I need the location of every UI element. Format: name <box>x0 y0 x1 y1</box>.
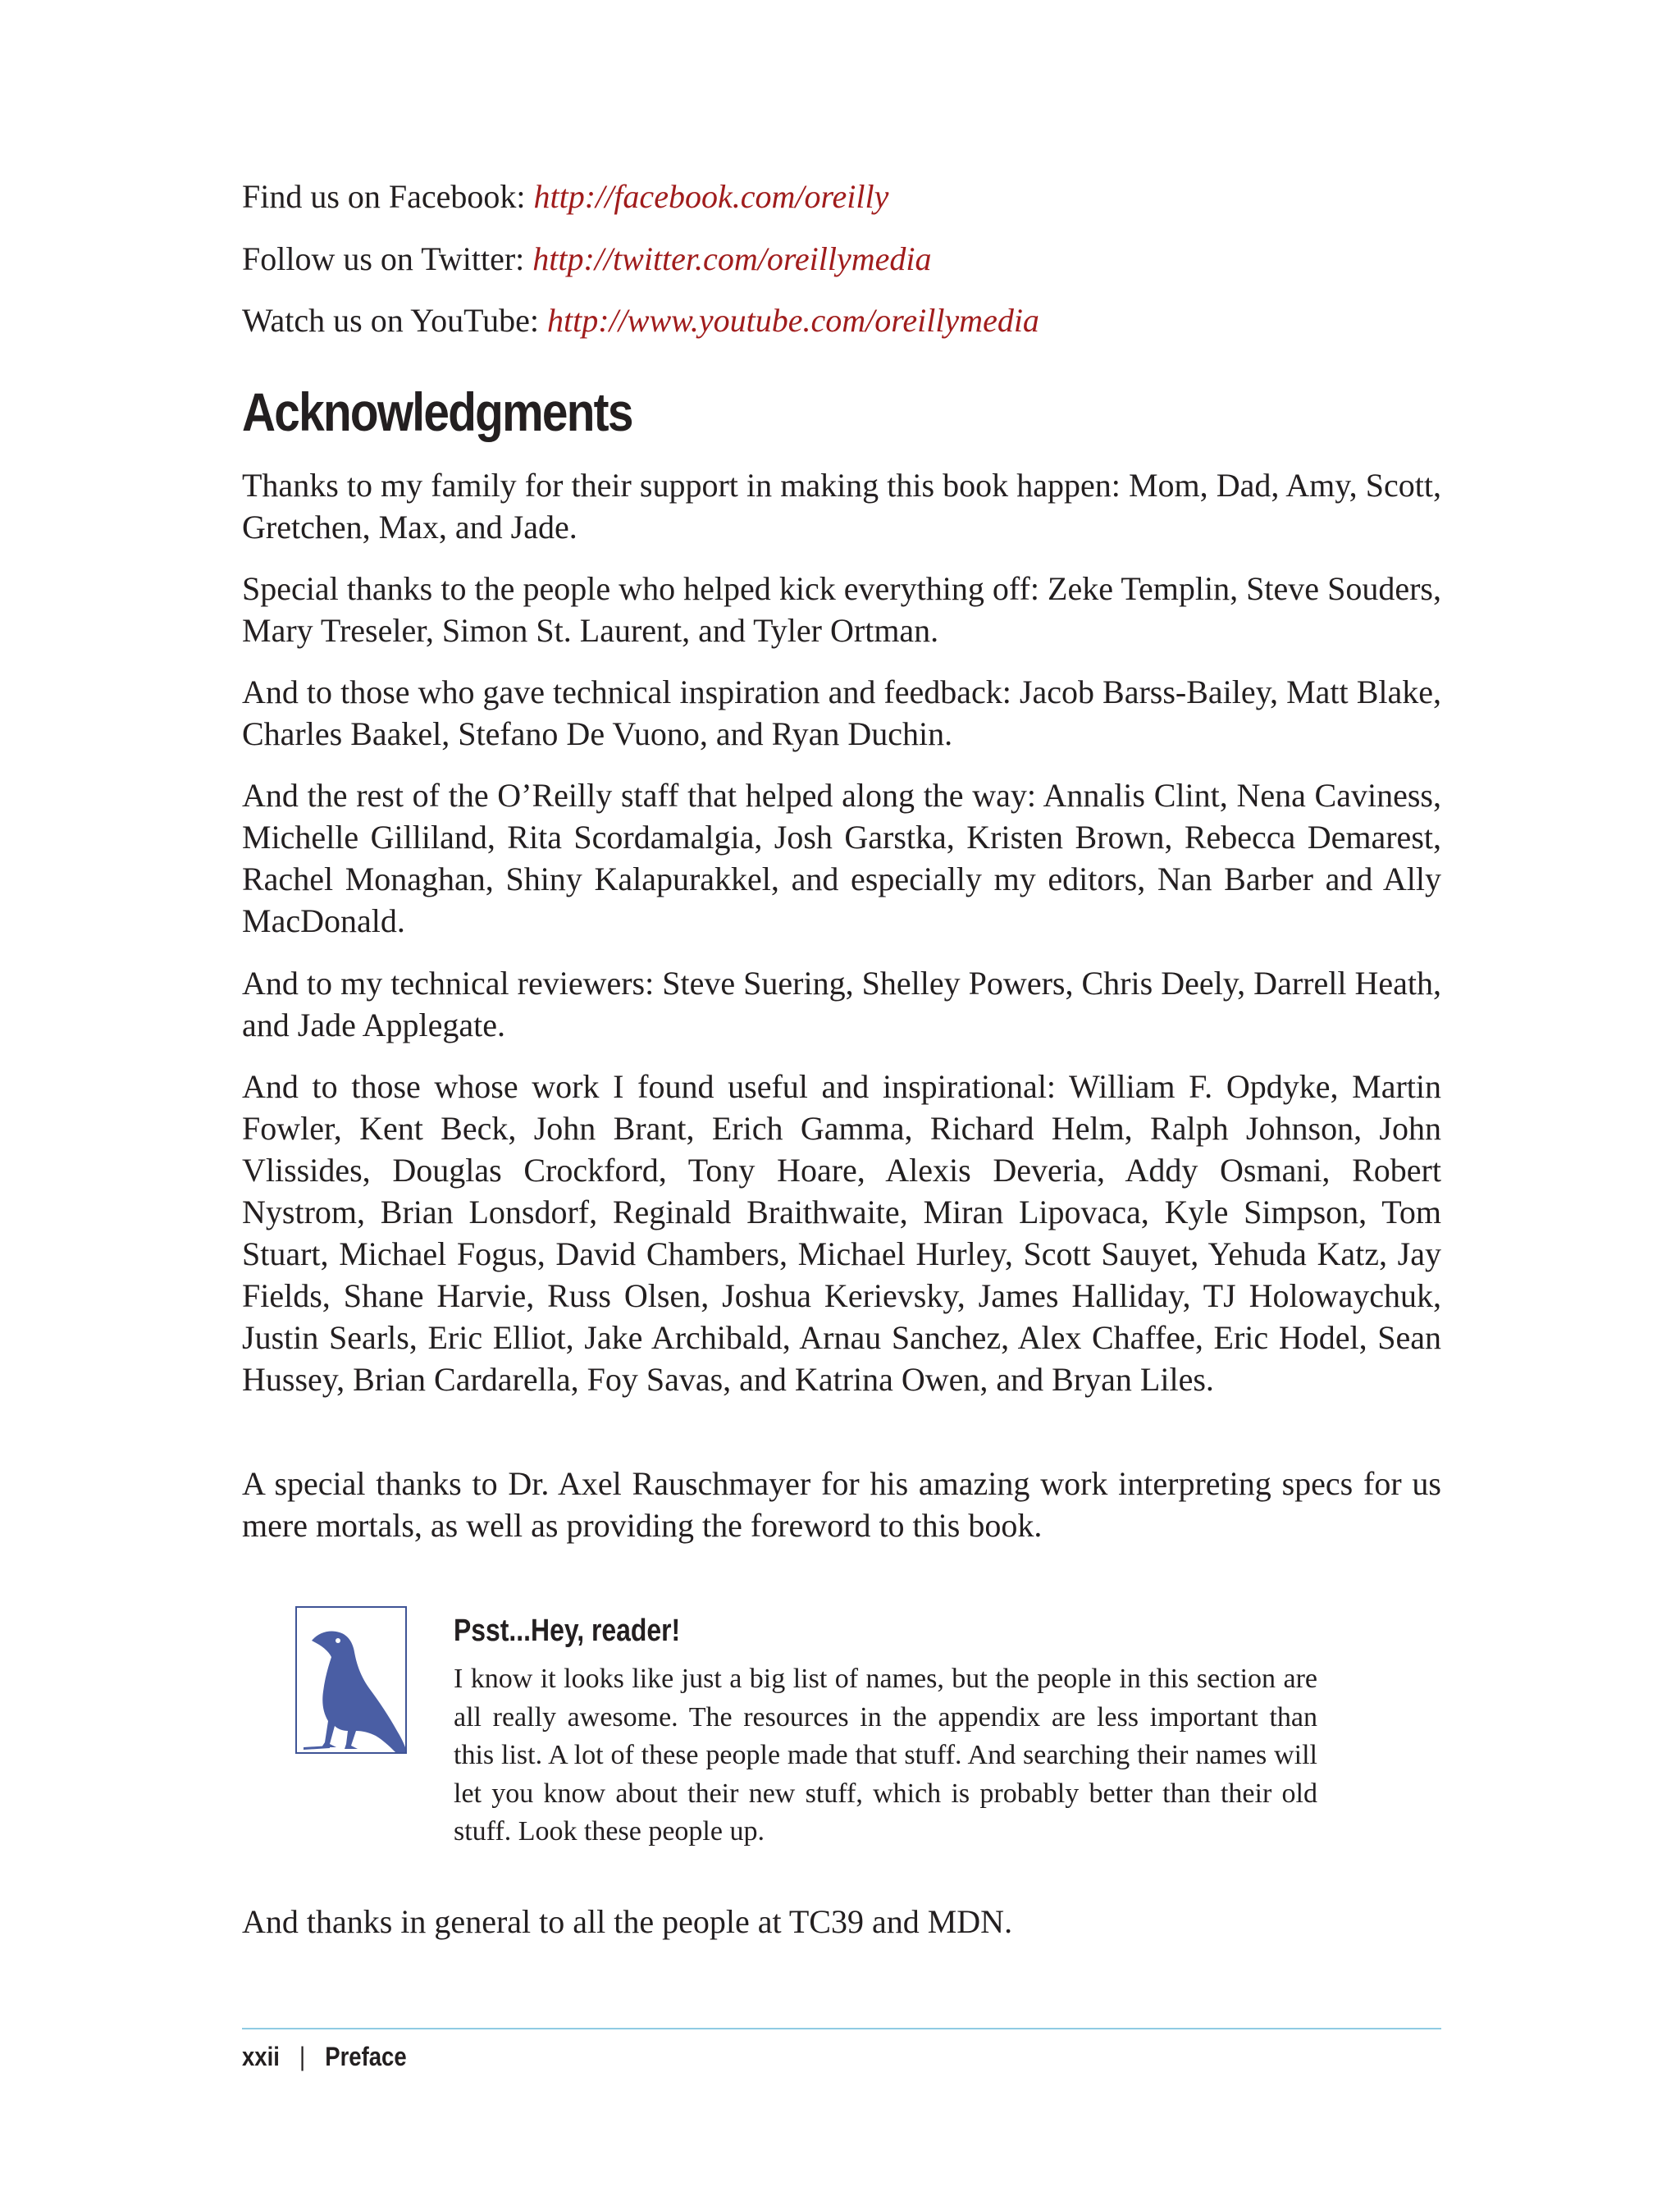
twitter-line <box>242 239 932 280</box>
footer-rule <box>242 2028 1441 2029</box>
note-title: Psst...Hey, reader! <box>454 1614 681 1648</box>
reader-note <box>295 1606 1403 1877</box>
paragraph-family: Thanks to my family for their support in making this book happen: Mom, Dad, Amy, Scott, Gretchen, Max, and Jade. <box>242 467 1441 546</box>
page-number: xxii <box>242 2042 280 2071</box>
youtube-label: Watch us on YouTube: <box>242 302 548 339</box>
crow-icon <box>295 1606 407 1754</box>
paragraph-oreilly-staff: And the rest of the O’Reilly staff that helped along the way: Annalis Clint, Nena Caviness, Michelle Gilliland, Rita Scordamalgia, Josh Garstka, Kristen Brown, Rebecca Demarest, Rachel Monaghan, Shiny Kalapurakkel, and especially my editors, Nan Barber and Ally MacDonald. <box>242 777 1441 939</box>
twitter-link[interactable]: http://twitter.com/oreillymedia <box>532 240 932 277</box>
paragraph-technical-inspiration: And to those who gave technical inspiration and feedback: Jacob Barss-Bailey, Matt Blake, Charles Baakel, Stefano De Vuono, and Ryan Duchin. <box>242 673 1441 752</box>
paragraph-closing: And thanks in general to all the people at TC39 and MDN. <box>242 1903 1013 1940</box>
footer-separator: | <box>299 2042 306 2071</box>
paragraph-inspirational-work: And to those whose work I found useful and inspirational: William F. Opdyke, Martin Fowler, Kent Beck, John Brant, Erich Gamma, Richard Helm, Ralph Johnson, John Vlissides, Douglas Crockford, Tony Hoare, Alexis Deveria, Addy Osmani, Robert Nystrom, Brian Lonsdorf, Reginald Braithwaite, Miran Lipovaca, Kyle Simpson, Tom Stuart, Michael Fogus, David Chambers, Michael Hurley, Scott Sauyet, Yehuda Katz, Jay Fields, Shane Harvie, Russ Olsen, Joshua Kerievsky, James Halliday, TJ Holowaychuk, Justin Searls, Eric Elliot, Jake Archibald, Arnau Sanchez, Alex Chaffee, Eric Hodel, Sean Hussey, Brian Cardarella, Foy Savas, and Katrina Owen, and Bryan Liles. <box>242 1068 1441 1398</box>
facebook-line <box>242 176 888 217</box>
youtube-line <box>242 300 1039 341</box>
note-body: I know it looks like just a big list of names, but the people in this section are all really awesome. The resources in the appendix are less important than this list. A lot of these people made that stuff. And searching their names will let you know about their new stuff, which is probably better than their old stuff. Look these people up. <box>454 1664 1317 1847</box>
paragraph-special-thanks: Special thanks to the people who helped kick everything off: Zeke Templin, Steve Souders, Mary Treseler, Simon St. Laurent, and Tyler Ortman. <box>242 570 1441 649</box>
section-name: Preface <box>325 2042 407 2071</box>
paragraph-axel-rauschmayer: A special thanks to Dr. Axel Rauschmayer for his amazing work interpreting specs for us mere mortals, as well as providing the foreword to this book. <box>242 1465 1441 1544</box>
facebook-label: Find us on Facebook: <box>242 178 534 215</box>
facebook-link[interactable]: http://facebook.com/oreilly <box>533 178 889 215</box>
crow-icon-graphic <box>297 1608 407 1754</box>
paragraph-reviewers: And to my technical reviewers: Steve Suering, Shelley Powers, Chris Deely, Darrell Heath, and Jade Applegate. <box>242 965 1441 1043</box>
page-footer <box>242 2038 407 2075</box>
twitter-label: Follow us on Twitter: <box>242 240 533 277</box>
section-heading: Acknowledgments <box>242 381 632 442</box>
youtube-link[interactable]: http://www.youtube.com/oreillymedia <box>547 302 1039 339</box>
